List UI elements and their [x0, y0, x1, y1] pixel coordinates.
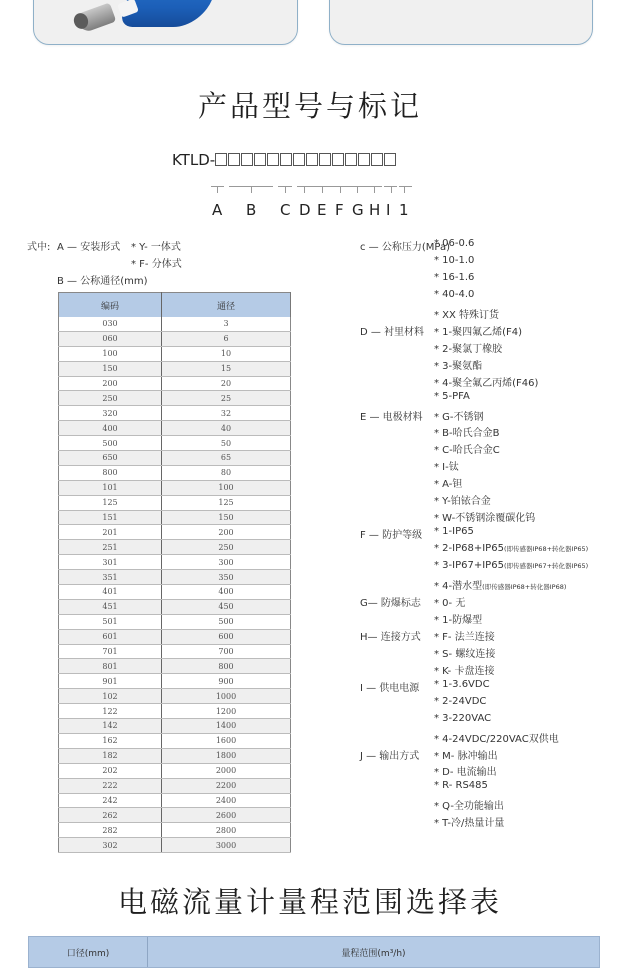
legend-option: * 0- 无 — [434, 597, 466, 609]
legend-option: * 1-防爆型 — [434, 614, 483, 626]
legend-option: * Q-全功能输出 — [434, 801, 504, 813]
caliber-code-cell: 122 — [59, 704, 162, 719]
legend-option-note: (即传感器IP68+转化器IP68) — [482, 583, 567, 591]
caliber-code-cell: 320 — [59, 406, 162, 421]
legend-option: * T-冷/热量计量 — [434, 818, 505, 830]
caliber-code-cell: 150 — [59, 361, 162, 376]
caliber-table-row — [59, 376, 291, 391]
caliber-code-cell: 201 — [59, 525, 162, 540]
caliber-code-cell: 125 — [59, 495, 162, 510]
caliber-code-cell: 242 — [59, 793, 162, 808]
legend-group-label: J — 输出方式 — [360, 750, 420, 762]
legend-a-label: A — 安装形式 — [57, 242, 121, 253]
caliber-table-row — [59, 838, 291, 853]
caliber-table-row — [59, 540, 291, 555]
model-code-box — [319, 153, 331, 166]
code-letter-i: I — [386, 201, 391, 219]
caliber-diameter-cell: 400 — [162, 585, 291, 600]
code-letter-g: G — [352, 201, 364, 219]
caliber-table-row — [59, 733, 291, 748]
caliber-code-cell: 202 — [59, 763, 162, 778]
legend-intro: 式中: — [27, 242, 51, 253]
code-letter-h: H — [369, 201, 381, 219]
caliber-table-row — [59, 495, 291, 510]
model-code-box — [215, 153, 227, 166]
caliber-diameter-cell: 25 — [162, 391, 291, 406]
caliber-table-row — [59, 346, 291, 361]
code-letter-1: 1 — [399, 201, 409, 219]
caliber-diameter-cell: 2800 — [162, 823, 291, 838]
tick-mark — [322, 186, 323, 193]
caliber-table-row — [59, 778, 291, 793]
model-code-box — [241, 153, 253, 166]
tick-mark — [340, 186, 341, 193]
model-code-box — [384, 153, 396, 166]
legend-option: * G-不锈钢 — [434, 411, 484, 423]
code-letter-d: D — [299, 201, 311, 219]
legend-option: * 1-聚四氟乙烯(F4) — [434, 326, 523, 338]
caliber-code-cell: 222 — [59, 778, 162, 793]
caliber-table-row — [59, 525, 291, 540]
legend-option-main: * 3-IP67+IP65 — [434, 560, 504, 572]
legend-option: * 10-1.0 — [434, 254, 475, 266]
caliber-diameter-cell: 250 — [162, 540, 291, 555]
caliber-table-row — [59, 480, 291, 495]
caliber-code-cell: 800 — [59, 465, 162, 480]
caliber-diameter-cell: 125 — [162, 495, 291, 510]
caliber-diameter-cell: 40 — [162, 421, 291, 436]
legend-group-label: D — 衬里材料 — [360, 326, 425, 338]
caliber-table-row — [59, 793, 291, 808]
section-title-range: 电磁流量计量程范围选择表 — [117, 885, 502, 919]
caliber-diameter-cell: 500 — [162, 614, 291, 629]
legend-option-note: (即传感器IP67+转化器IP65) — [503, 562, 589, 571]
caliber-code-cell: 282 — [59, 823, 162, 838]
model-code-box — [293, 153, 305, 166]
section-title-model: 产品型号与标记 — [197, 89, 422, 123]
caliber-table-row — [59, 748, 291, 763]
caliber-diameter-cell: 10 — [162, 346, 291, 361]
caliber-diameter-cell: 100 — [162, 480, 291, 495]
caliber-table-row — [59, 436, 291, 451]
tick-mark — [285, 186, 286, 193]
tick-mark — [357, 186, 358, 193]
caliber-diameter-cell: 600 — [162, 629, 291, 644]
caliber-table-row — [59, 421, 291, 436]
caliber-table — [58, 292, 291, 853]
legend-option: * I-钛 — [434, 462, 459, 474]
code-letter-e: E — [317, 201, 327, 219]
caliber-code-cell: 650 — [59, 451, 162, 466]
caliber-code-cell: 801 — [59, 659, 162, 674]
code-letter-f: F — [335, 201, 344, 219]
caliber-table-row — [59, 331, 291, 346]
legend-b-label: B — 公称通径(mm) — [57, 276, 148, 287]
caliber-table-row — [59, 451, 291, 466]
caliber-code-cell: 151 — [59, 510, 162, 525]
legend-group-label: G— 防爆标志 — [360, 597, 421, 609]
legend-option: * 2-24VDC — [434, 695, 487, 707]
caliber-table-row — [59, 555, 291, 570]
caliber-diameter-cell: 1400 — [162, 719, 291, 734]
caliber-code-cell: 200 — [59, 376, 162, 391]
legend-option: * 4-24VDC/220VAC双供电 — [434, 733, 559, 745]
tick-mark — [251, 186, 252, 193]
caliber-diameter-cell: 800 — [162, 659, 291, 674]
legend-group-label: E — 电极材料 — [360, 411, 423, 423]
caliber-table-row — [59, 644, 291, 659]
caliber-table-row — [59, 510, 291, 525]
legend-option: * 16-1.6 — [434, 271, 475, 283]
caliber-code-cell: 301 — [59, 555, 162, 570]
legend-group-label: F — 防护等级 — [360, 530, 423, 542]
caliber-code-cell: 182 — [59, 748, 162, 763]
caliber-diameter-cell: 1200 — [162, 704, 291, 719]
caliber-table-row — [59, 719, 291, 734]
model-code-box — [280, 153, 292, 166]
legend-option: * D- 电流输出 — [434, 767, 497, 779]
caliber-code-cell: 060 — [59, 331, 162, 346]
legend-option: * A-钽 — [434, 479, 463, 491]
caliber-diameter-cell: 6 — [162, 331, 291, 346]
caliber-table-header-code: 编码 — [59, 293, 162, 318]
legend-option-note: (即传感器IP68+转化器IP65) — [503, 545, 589, 554]
legend-option: * XX 特殊订货 — [434, 309, 500, 321]
model-code-box — [332, 153, 344, 166]
tick-line — [399, 186, 412, 187]
caliber-table-row — [59, 823, 291, 838]
code-letter-c: C — [280, 201, 291, 219]
caliber-code-cell: 302 — [59, 838, 162, 853]
tick-mark — [217, 186, 218, 193]
legend-option: * S- 螺纹连接 — [434, 648, 496, 660]
legend-option: * 06-0.6 — [434, 238, 475, 249]
caliber-diameter-cell: 2600 — [162, 808, 291, 823]
tick-mark — [304, 186, 305, 193]
legend-option: * 3-220VAC — [434, 712, 492, 724]
caliber-table-header-diameter: 通径 — [162, 293, 291, 318]
caliber-code-cell: 030 — [59, 317, 162, 331]
range-table-header-caliber: 口径(mm) — [29, 937, 148, 967]
caliber-table-row — [59, 406, 291, 421]
caliber-diameter-cell: 1800 — [162, 748, 291, 763]
legend-option — [434, 526, 474, 537]
caliber-table-row — [59, 614, 291, 629]
caliber-diameter-cell: 300 — [162, 555, 291, 570]
caliber-table-row — [59, 763, 291, 778]
caliber-diameter-cell: 65 — [162, 451, 291, 466]
code-letter-a: A — [212, 201, 223, 219]
legend-option-main: * 2-IP68+IP65 — [434, 543, 504, 555]
caliber-code-cell: 100 — [59, 346, 162, 361]
model-code-box — [371, 153, 383, 166]
legend-group-label: c — 公称压力(MPa) — [360, 242, 450, 253]
caliber-code-cell: 500 — [59, 436, 162, 451]
caliber-diameter-cell: 200 — [162, 525, 291, 540]
legend-option: * F- 法兰连接 — [434, 631, 495, 643]
caliber-table-row — [59, 629, 291, 644]
caliber-diameter-cell: 1000 — [162, 689, 291, 704]
caliber-diameter-cell: 3000 — [162, 838, 291, 853]
legend-option: * 40-4.0 — [434, 288, 475, 300]
model-code — [172, 151, 397, 169]
tick-mark — [374, 186, 375, 193]
caliber-code-cell: 601 — [59, 629, 162, 644]
caliber-code-cell: 351 — [59, 570, 162, 585]
legend-option: * W-不锈钢涂覆碳化钨 — [434, 513, 536, 525]
product-image-card-blue — [33, 0, 298, 45]
caliber-code-cell: 701 — [59, 644, 162, 659]
caliber-code-cell: 101 — [59, 480, 162, 495]
caliber-code-cell: 400 — [59, 421, 162, 436]
caliber-table-row — [59, 570, 291, 585]
caliber-code-cell: 251 — [59, 540, 162, 555]
caliber-table-row — [59, 317, 291, 331]
legend-option: * 5-PFA — [434, 390, 470, 402]
caliber-diameter-cell: 700 — [162, 644, 291, 659]
caliber-diameter-cell: 2400 — [162, 793, 291, 808]
caliber-diameter-cell: 2000 — [162, 763, 291, 778]
caliber-table-row — [59, 391, 291, 406]
legend-option — [434, 560, 588, 571]
model-code-box — [228, 153, 240, 166]
legend-a-option-1: * Y- 一体式 — [131, 242, 181, 253]
caliber-diameter-cell: 900 — [162, 674, 291, 689]
model-code-box — [254, 153, 266, 166]
legend-group-label: I — 供电电源 — [360, 682, 420, 694]
legend-option: * C-哈氏合金C — [434, 445, 500, 457]
caliber-diameter-cell: 32 — [162, 406, 291, 421]
legend-option: * K- 卡盘连接 — [434, 665, 495, 677]
caliber-table-row — [59, 674, 291, 689]
caliber-code-cell: 501 — [59, 614, 162, 629]
legend-option: * B-哈氏合金B — [434, 428, 500, 440]
caliber-code-cell: 250 — [59, 391, 162, 406]
caliber-table-row — [59, 659, 291, 674]
model-code-boxes — [215, 151, 397, 169]
model-code-box — [267, 153, 279, 166]
caliber-diameter-cell: 150 — [162, 510, 291, 525]
legend-option: * M- 脉冲输出 — [434, 750, 498, 762]
caliber-table-row — [59, 585, 291, 600]
caliber-diameter-cell: 450 — [162, 599, 291, 614]
code-letter-b: B — [246, 201, 257, 219]
legend-group-label: H— 连接方式 — [360, 631, 421, 643]
caliber-diameter-cell: 2200 — [162, 778, 291, 793]
product-image-card-bronze — [329, 0, 593, 45]
caliber-table-row — [59, 361, 291, 376]
caliber-code-cell: 451 — [59, 599, 162, 614]
caliber-diameter-cell: 20 — [162, 376, 291, 391]
legend-option: * 4-聚全氟乙丙烯(F46) — [434, 377, 539, 389]
caliber-code-cell: 262 — [59, 808, 162, 823]
tick-mark — [391, 186, 392, 193]
caliber-code-cell: 102 — [59, 689, 162, 704]
legend-option: * 1-3.6VDC — [434, 678, 490, 690]
caliber-code-cell: 901 — [59, 674, 162, 689]
caliber-diameter-cell: 15 — [162, 361, 291, 376]
legend-option: * 2-聚氯丁橡胶 — [434, 343, 503, 355]
caliber-diameter-cell: 350 — [162, 570, 291, 585]
legend-a-option-2: * F- 分体式 — [131, 259, 182, 270]
caliber-diameter-cell: 80 — [162, 465, 291, 480]
caliber-code-cell: 162 — [59, 733, 162, 748]
tick-mark — [404, 186, 405, 193]
caliber-table-row — [59, 808, 291, 823]
legend-option — [434, 543, 588, 554]
model-code-box — [306, 153, 318, 166]
model-code-box — [358, 153, 370, 166]
caliber-diameter-cell: 50 — [162, 436, 291, 451]
model-prefix: KTLD- — [172, 151, 216, 169]
caliber-table-row — [59, 704, 291, 719]
caliber-table-row — [59, 599, 291, 614]
caliber-table-row — [59, 689, 291, 704]
model-code-box — [345, 153, 357, 166]
legend-option: * Y-铂铱合金 — [434, 496, 491, 508]
range-table-header — [28, 936, 600, 968]
caliber-code-cell: 142 — [59, 719, 162, 734]
caliber-diameter-cell: 1600 — [162, 733, 291, 748]
range-table-header-range: 量程范围(m³/h) — [341, 948, 406, 959]
legend-option-main: * 1-IP65 — [434, 526, 474, 538]
caliber-code-cell: 401 — [59, 585, 162, 600]
caliber-diameter-cell: 3 — [162, 317, 291, 331]
legend-option-main: * 4-潜水型 — [434, 581, 483, 592]
legend-option — [434, 577, 566, 592]
legend-option: * 3-聚氨酯 — [434, 360, 483, 372]
caliber-table-row — [59, 465, 291, 480]
legend-option: * R- RS485 — [434, 780, 488, 792]
